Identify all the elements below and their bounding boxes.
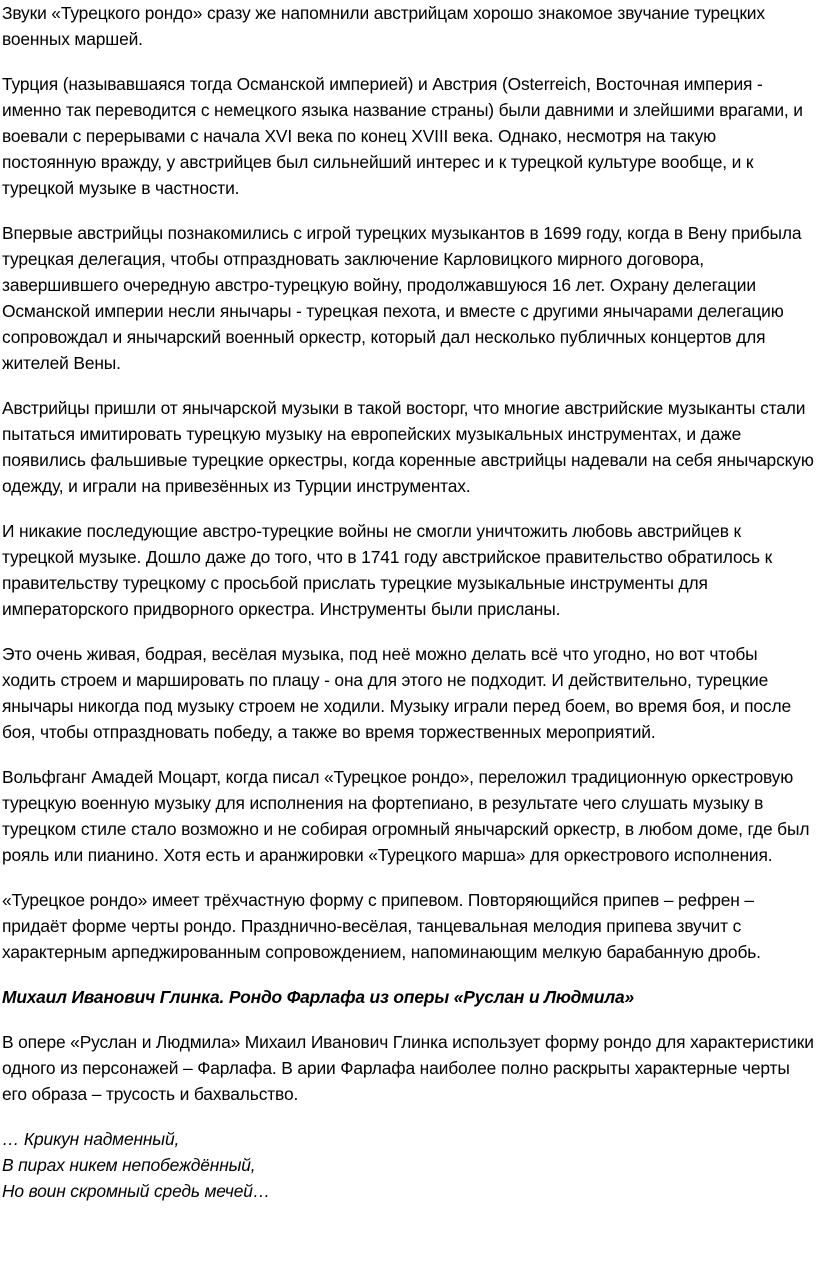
verse-quote [2,1126,814,1204]
paragraph-7: Вольфганг Амадей Моцарт, когда писал «Турецкое рондо», переложил традиционную оркестровую турецкую военную музыку для исполнения на фортепиано, в результате чего слушать музыку в турецком стиле стало возможно и не собирая огромный янычарский оркестр, в любом доме, где был рояль или пианино. Хотя есть и аранжировки «Турецкого марша» для оркестрового исполнения. [2,767,810,865]
paragraph-2: Турция (называвшаяся тогда Османской империей) и Австрия (Osterreich, Восточная империя - именно так переводится с немецкого языка название страны) были давними и злейшими врагами, и воевали с перерывами с начала XVI века по конец XVIII века. Однако, несмотря на такую постоянную вражду, у австрийцев был сильнейший интерес и к турецкой культуре вообще, и к турецкой музыке в частности. [2,74,803,198]
verse-line-2: В пирах никем непобеждённый, [2,1155,256,1175]
verse-line-1: … Крикун надменный, [2,1129,180,1149]
paragraph-8: «Турецкое рондо» имеет трёхчастную форму с припевом. Повторяющийся припев – рефрен – придаёт форме черты рондо. Празднично-весёлая, танцевальная мелодия припева звучит с характерным арпеджированным сопровождением, напоминающим мелкую барабанную дробь. [2,890,761,962]
verse-line-3: Но воин скромный средь мечей… [2,1181,270,1201]
paragraph-4: Австрийцы пришли от янычарской музыки в такой восторг, что многие австрийские музыканты стали пытаться имитировать турецкую музыку на европейских музыкальных инструментах, и даже появились фальшивые турецкие оркестры, когда коренные австрийцы надевали на себя янычарскую одежду, и играли на привезённых из Турции инструментах. [2,398,814,496]
paragraph-5: И никакие последующие австро-турецкие войны не смогли уничтожить любовь австрийцев к турецкой музыке. Дошло даже до того, что в 1741 году австрийское правительство обратилось к правительству турецкому с просьбой прислать турецкие музыкальные инструменты для императорского придворного оркестра. Инструменты были присланы. [2,521,773,619]
section-heading: Михаил Иванович Глинка. Рондо Фарлафа из оперы «Руслан и Людмила» [2,987,635,1007]
paragraph-1: Звуки «Турецкого рондо» сразу же напомнили австрийцам хорошо знакомое звучание турецких военных маршей. [2,3,765,49]
paragraph-9: В опере «Руслан и Людмила» Михаил Иванович Глинка использует форму рондо для характеристики одного из персонажей – Фарлафа. В арии Фарлафа наиболее полно раскрыты характерные черты его образа – трусость и бахвальство. [2,1032,814,1104]
document-page [2,0,814,1204]
paragraph-3: Впервые австрийцы познакомились с игрой турецких музыкантов в 1699 году, когда в Вену прибыла турецкая делегация, чтобы отпраздновать заключение Карловицкого мирного договора, завершившего очередную австро-турецкую войну, продолжавшуюся 16 лет. Охрану делегации Османской империи несли янычары - турецкая пехота, и вместе с другими янычарами делегацию сопровождал и янычарский военный оркестр, который дал несколько публичных концертов для жителей Вены. [2,223,802,373]
paragraph-6: Это очень живая, бодрая, весёлая музыка, под неё можно делать всё что угодно, но вот чтобы ходить строем и маршировать по плацу - она для этого не подходит. И действительно, турецкие янычары никогда под музыку строем не ходили. Музыку играли перед боем, во время боя, и после боя, чтобы отпраздновать победу, а также во время торжественных мероприятий. [2,644,791,742]
